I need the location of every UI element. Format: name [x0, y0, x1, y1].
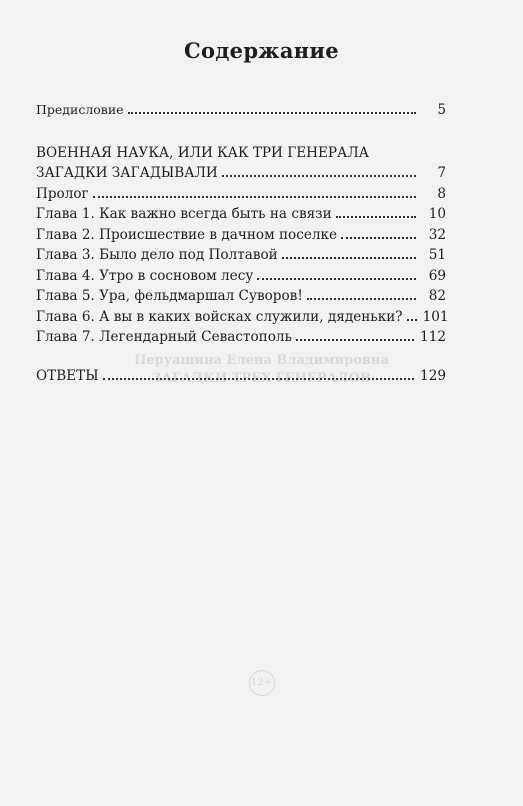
toc-entry-label: ЗАГАДКИ ЗАГАДЫВАЛИ: [36, 165, 218, 181]
show-through-imprint: [0, 352, 523, 752]
toc-entry-page: 8: [437, 185, 446, 202]
show-through-author: Перуашина Елена Владимировна: [134, 353, 389, 368]
toc-entry-page: 7: [437, 165, 446, 181]
leader-dots: [341, 225, 416, 239]
toc-section-title-line1: ВОЕННАЯ НАУКА, ИЛИ КАК ТРИ ГЕНЕРАЛА: [36, 144, 369, 161]
leader-dots: [407, 307, 417, 321]
toc-entry-page: 82: [428, 288, 446, 304]
toc-entry-label: Глава 7. Легендарный Севастополь: [36, 329, 292, 345]
toc-entry-prologue: [36, 184, 446, 205]
toc-entry-label: Предисловие: [36, 102, 124, 117]
toc-entry-chapter-6: [36, 307, 449, 328]
toc-entry-label: ОТВЕТЫ: [36, 367, 99, 384]
toc-entry-page: 5: [437, 102, 446, 118]
toc-entry-preface: [36, 100, 446, 121]
toc-entry-label: Пролог: [36, 185, 89, 202]
leader-dots: [336, 204, 416, 218]
toc-entry-page: 10: [428, 206, 446, 222]
toc-entry-page: 51: [428, 247, 446, 263]
leader-dots: [257, 266, 416, 280]
toc-entry-label: Глава 6. А вы в каких войсках служили, дяденьки?: [36, 308, 403, 325]
table-of-contents: [36, 100, 449, 386]
toc-entry-page: 69: [428, 267, 446, 284]
leader-dots: [307, 286, 416, 300]
page-title: Содержание: [184, 38, 339, 63]
toc-entry-chapter-5: [36, 286, 446, 307]
leader-dots: [93, 184, 416, 198]
leader-dots: [282, 245, 416, 259]
toc-entry-page: 112: [420, 329, 446, 345]
toc-entry-label: Глава 5. Ура, фельдмаршал Суворов!: [36, 288, 303, 304]
toc-entry-chapter-7: [36, 327, 446, 348]
toc-entry-section: [36, 163, 446, 184]
toc-entry-label: Глава 1. Как важно всегда быть на связи: [36, 206, 332, 222]
show-through-title: ЗАГАДКИ ТРЕХ ГЕНЕРАЛОВ: [152, 371, 371, 386]
toc-entry-label: Глава 3. Было дело под Полтавой: [36, 247, 278, 263]
leader-dots: [222, 163, 416, 177]
toc-entry-chapter-3: [36, 245, 446, 266]
toc-entry-page: 129: [420, 367, 446, 384]
toc-entry-chapter-1: [36, 204, 446, 225]
toc-entry-page: 32: [428, 226, 446, 243]
toc-entry-chapter-2: [36, 225, 446, 246]
toc-entry-label: Глава 4. Утро в сосновом лесу: [36, 267, 254, 284]
age-rating-mark: 12+: [249, 670, 275, 696]
toc-entry-label: Глава 2. Происшествие в дачном поселке: [36, 226, 338, 243]
toc-entry-page: 101: [422, 308, 449, 325]
leader-dots: [128, 100, 416, 114]
toc-entry-chapter-4: [36, 266, 446, 287]
leader-dots: [296, 327, 414, 341]
